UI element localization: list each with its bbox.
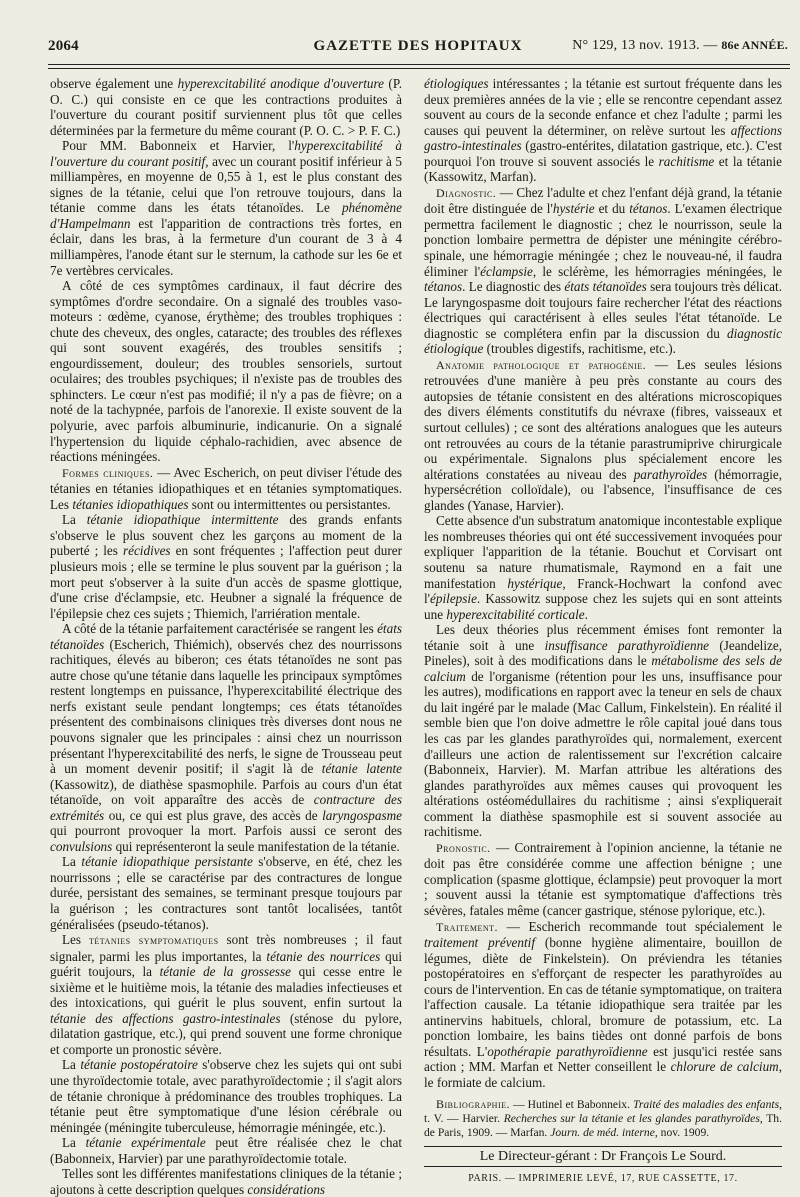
text-span: Les deux théories plus récemment émises font remonter la tétanie soit à une xyxy=(424,622,782,653)
text-span: , le sclérème, les hémorragies méningées, le xyxy=(532,263,782,279)
page-number: 2064 xyxy=(48,38,79,54)
paragraph xyxy=(50,1057,402,1135)
text-span: sera toujours très délicat. Le laryngospasme doit toujours faire rechercher l'état des réactions électriques qui caractérisent à elles seules l'état tétanoïde. Le diagnostic se complétera enfin par la discussion du xyxy=(424,279,782,341)
italic-term: états tétanoïdes xyxy=(564,279,647,295)
section-paragraph xyxy=(50,465,402,513)
italic-term: tétanies idiopathiques xyxy=(72,496,189,512)
italic-term: chlorure de calcium xyxy=(670,1059,779,1075)
text-span: La xyxy=(62,1135,86,1151)
italic-term: tétanos xyxy=(424,279,463,295)
text-span: , t. V. — Harvier. xyxy=(424,1097,783,1125)
text-span: qui cesse entre le sixième et le huitième mois, la tétanie des maladies infectieuses et des intoxications, qui guérit le plus souvent, enfin surtout la xyxy=(50,964,402,1011)
italic-term: convulsions xyxy=(50,838,113,854)
text-span: qui représenteront la seule manifestation de la tétanie. xyxy=(112,838,400,854)
text-span: s'observe, en été, chez les nourrissons ; elle se caractérise par des contractures de longue durée, persistant des semaines, se terminant presque toujours par la guérison ; les contractures sont tantôt localisées, tantôt généralisées (pseudo-tétanos). xyxy=(50,854,402,932)
text-span: et du xyxy=(594,201,630,217)
issue-info xyxy=(572,38,788,54)
text-span: (troubles digestifs, rachitisme, etc.). xyxy=(483,341,676,357)
text-span: (Kassowitz), de diathèse spasmophile. Parfois au cours d'un état tétanoïde, on voit apparaître des accès de xyxy=(50,776,402,808)
text-span: (Escherich, Thiémich), observés chez des nourrissons rachitiques, élevés au biberon; ces états tétanoïdes ne sont pas autre chose qu'une tétanie dans laquelle les principaux symptômes restent longtemps en puissance, l'hyperexcitabilité électrique des nerfs existant seule pendant longtemps; ces états tétanoïdes présentent des combinaisons cliniques très diverses dont nous ne pouvons signaler que les principales : ainsi chez un nourrisson présentant l'hyperexcitabilité des nerfs, le signe de Trousseau peut à un moment devenir positif; il s'agit là de xyxy=(50,636,402,777)
text-span: — Hutinel et Babonneix. xyxy=(510,1097,634,1111)
footer-rule xyxy=(424,1166,782,1167)
printer-imprint: PARIS. — IMPRIMERIE LEVÉ, 17, RUE CASSETTE, 17. xyxy=(468,1173,738,1185)
text-span: (sténose du pylore, dilatation gastrique, etc.), qui prend souvent une forme chronique et comporte un pronostic sévère. xyxy=(50,1010,402,1057)
italic-term: tétanos xyxy=(629,201,668,217)
paragraph xyxy=(50,854,402,932)
text-span: des grands enfants s'observe le plus souvent chez les garçons au moment de la puberté ; les xyxy=(50,512,402,559)
italic-term: étiologiques xyxy=(424,76,489,91)
text-span: sont très nombreuses ; il faut signaler, parmi les plus importantes, la xyxy=(50,932,403,964)
text-span: Les xyxy=(62,932,90,948)
text-span: est jusqu'ici restée sans action ; MM. Marfan et Netter conseillent le xyxy=(424,1043,782,1075)
paragraph: A côté de ces symptômes cardinaux, il faut décrire des symptômes d'ordre secondaire. On a signalé des troubles vaso-moteurs : œdème, cyanose, érythème; des troubles trophiques : chute des cheveux, des ongles, cataracte; des troubles des réflexes qui sont souvent exagérés, des troubles sensitifs ; engourdissement, douleur; des troubles sensoriels, surtout oculaires; des troubles psychiques; il n'existe pas de troubles des sphincters. Le cœur n'est pas modifié; il n'y a pas de fièvre; on a noté de la tachypnée, parfois de l'anorexie. Il existe souvent de la polyurie, avec parfois albuminurie, indicanurie. On a signalé l'hypertension du liquide céphalo-rachidien, avec absence de réactions méningées. xyxy=(50,278,402,465)
text-span: — Contrairement à l'opinion ancienne, la tétanie ne doit pas être considérée comme une affection bénigne ; une complication (spasme glottique, éclampsie) peut provoquer la mort ; souvent aussi la tétanie est symptomatique d'affections très sévères, fatales même (cancer gastrique, sténose pylorique, etc.). xyxy=(424,839,782,918)
paragraph xyxy=(50,1166,402,1197)
left-column xyxy=(50,76,402,1197)
section-heading: Traitement. xyxy=(436,919,499,934)
text-span: (bonne hygiène alimentaire, bouillon de légumes, diète de Finkelstein). On préviendra les tétanies postopératoires en s'efforçant de respecter les parathyroïdes au cours de l'intervention. En cas de tétanie symptomatique, on traitera l'affection causale. La tétanie idiopathique sera traitée par les antinervins habituels, chloral, bromure de potassium, etc. La ponction lombaire, les bains tièdes ont donné parfois de bons résultats. L' xyxy=(424,935,782,1059)
text-span: , Franck-Hochwart la confond avec l' xyxy=(424,575,782,607)
text-span: La xyxy=(62,854,82,870)
footer-rule xyxy=(424,1146,782,1147)
text-span: est l'apparition de contractions très fortes, en éclair, dans les bras, à la fermeture d'un courant de 3 à 4 milliampères, l'anode étant sur le sternum, la cathode sur les 6e et 7e vertèbres cervicales. xyxy=(50,215,402,278)
section-heading: Diagnostic. xyxy=(436,185,497,200)
italic-term: insuffisance parathyroïdienne xyxy=(544,637,710,653)
paragraph xyxy=(424,76,782,185)
italic-term: rachitisme xyxy=(658,153,715,169)
italic-term: traitement préventif xyxy=(424,935,535,951)
italic-term: affections gastro-intestinales xyxy=(424,122,782,154)
italic-term: Traité des maladies des enfants xyxy=(633,1097,780,1111)
text-span: . Le diagnostic des xyxy=(462,279,565,295)
paragraph xyxy=(424,513,782,622)
section-heading: Pronostic. xyxy=(436,840,491,855)
italic-term: récidives xyxy=(122,543,171,559)
small-caps-term: tétanies symptomatiques xyxy=(89,933,219,948)
text-span: — Escherich recommande tout spécialement le xyxy=(498,918,782,934)
text-span: intéressantes ; la tétanie est surtout fréquente dans les deux premières années de la vie ; elle se rencontre cependant assez souvent au cours de la seconde enfance et chez l'adulte ; parmi les causes qui peuvent la déterminer, on relève surtout les xyxy=(424,76,782,138)
italic-term: phénomène d'Hampelmann xyxy=(50,200,402,231)
header-rule xyxy=(48,64,790,65)
italic-term: éclampsie xyxy=(480,263,533,279)
paragraph xyxy=(50,138,402,278)
italic-term: tétanie expérimentale xyxy=(85,1135,206,1151)
italic-term: états tétanoïdes xyxy=(50,621,402,652)
italic-term: hyperexcitabilité à l'ouverture du courant positif xyxy=(50,138,402,169)
italic-term: tétanie postopératoire xyxy=(80,1057,198,1073)
text-span: (Jeandelize, Pineles), soit à des modifications dans le xyxy=(424,637,783,669)
text-span: — Chez l'adulte et chez l'enfant déjà grand, la tétanie doit être distinguée de l' xyxy=(424,184,782,217)
section-heading: Formes cliniques. xyxy=(62,465,154,480)
text-span: A côté de la tétanie parfaitement caractérisée se rangent les xyxy=(62,621,378,637)
italic-term: diagnostic étiologique xyxy=(424,325,782,357)
text-span: (gastro-entérites, dilatation gastrique, etc.). C'est pourquoi l'on trouve si souvent associés le xyxy=(424,138,782,169)
section-paragraph xyxy=(424,919,782,1091)
italic-term: épilepsie xyxy=(430,591,477,607)
italic-term: tétanie des affections gastro-intestinales xyxy=(50,1010,281,1026)
italic-term: contracture des extrémités xyxy=(50,792,402,823)
bibliography xyxy=(424,1097,782,1140)
year-label: 86e ANNÉE. xyxy=(721,38,788,52)
text-span: observe également une xyxy=(50,76,178,91)
text-span: . Kassowitz suppose chez les sujets qui en sont atteints une xyxy=(424,591,782,622)
paragraph xyxy=(424,622,782,840)
italic-term: hyperexcitabilité corticale xyxy=(446,606,585,622)
italic-term: métabolisme des sels de calcium xyxy=(424,653,783,684)
italic-term: tétanie latente xyxy=(321,761,402,777)
italic-term: tétanie des nourrices xyxy=(266,948,381,964)
paragraph xyxy=(50,76,402,138)
text-span: qui guérit toujours, la xyxy=(50,948,403,980)
text-span: en sont fréquentes ; l'affection peut durer plusieurs mois ; elle se termine le plus souvent par la guérison ; la mort peut s'observer à la suite d'un accès de spasme glottique, d'une crise d'éclampsie, etc. Heubner a signalé la fréquence de l'épilepsie chez ces sujets ; Thiemich, l'arriération mentale. xyxy=(50,543,403,621)
paragraph xyxy=(50,621,402,854)
page-header xyxy=(48,38,788,58)
text-span: , le formiate de calcium. xyxy=(424,1059,782,1090)
text-span: , avec un courant positif inférieur à 5 milliampères, en moyenne de 0,55 à 1, est le plus constant des signes de la tétanie, celui que l'on retrouve toujours, dans la tétanie comme dans les états tétanoïdes. Le xyxy=(50,153,402,216)
italic-term: hystérique xyxy=(507,575,563,591)
journal-title: GAZETTE DES HOPITAUX xyxy=(313,38,523,54)
text-span: de l'organisme (rétention pour les uns, insuffisance pour les autres), modifications en rapport avec la teneur en sels de chaux du lait ingéré par le malade (Mac Callum, Finkelstein). En réalité il semble bien que l'on doive admettre le rôle capital joué dans tous les cas par les glandes parathyroïdes qui, normalement, exercent d'ailleurs une action de ralentissement sur l'excrétion calcaire (Babonneix, Harvier). M. Marfan attribue les altérations des glandes parathyroïdes aux mêmes causes qui provoquent les altérations ostéomédullaires du rachitisme ; ainsi s'expliquerait comment la diathèse spasmophile est si souvent associée au rachitisme. xyxy=(424,668,782,840)
paragraph xyxy=(50,512,402,621)
text-span: Pour MM. Babonneix et Harvier, l' xyxy=(62,138,295,154)
text-span: . L'examen électrique permettra facilement le diagnostic ; chez le nourrisson, seule la ponction lombaire permettra de dépister une méningite cérébro-spinale, une hémorragie méningée ; chez le nouveau-né, il faudra éliminer l' xyxy=(424,201,782,279)
section-paragraph xyxy=(424,357,782,513)
italic-term: tétanie de la grossesse xyxy=(159,964,292,980)
text-span: qui pourront provoquer la mort. Parfois aussi ce seront des xyxy=(50,823,402,839)
text-span: — Les seules lésions retrouvées d'une manière à peu près constante au cours des autopsies de tétanie consistent en des altérations microscopiques des divers éléments constitutifs du névraxe (fibres, vaisseaux et surtout cellules) ; ce sont des altérations analogues que les auteurs ont retrouvées au cours de la tétanie parastrumiprive chirurgicale ou expérimentale. Signalons plus spécialement encore les altérations constatées au niveau des xyxy=(424,356,782,482)
text-span: — Avec Escherich, on peut diviser l'étude des tétanies en tétanies idiopathiques et en tétanies symptomatiques. Les xyxy=(50,464,402,512)
text-span: , Th. de Paris, 1909. — Marfan. xyxy=(424,1111,782,1139)
text-span: La xyxy=(62,1057,81,1073)
section-paragraph xyxy=(424,840,782,919)
text-span: et la tétanie (Kassowitz, Marfan). xyxy=(424,153,782,185)
issue-date: N° 129, 13 nov. 1913. — xyxy=(572,38,718,53)
text-span: La xyxy=(62,512,87,528)
text-span: (P. O. C.) qui consiste en ce que les contractions produites à l'ouverture du courant positif surviennent plus tôt que celles déterminées par la fermeture du même courant (P. O. C. > P. F. C.) xyxy=(50,76,402,138)
paragraph xyxy=(50,932,402,1057)
paragraph xyxy=(50,1135,402,1166)
section-heading: Anatomie pathologique et pathogénie. xyxy=(436,357,647,372)
italic-term: parathyroïdes xyxy=(633,466,708,482)
italic-term: tétanie idiopathique persistante xyxy=(81,854,253,870)
text-span: ou, ce qui est plus grave, des accès de xyxy=(104,807,323,823)
italic-term: considérations xyxy=(247,1181,326,1197)
italic-term: hyperexcitabilité anodique d'ouverture xyxy=(177,76,384,91)
italic-term: hystérie xyxy=(552,201,595,217)
text-span: Telles sont les différentes manifestations cliniques de la tétanie ; ajoutons à cette description quelques xyxy=(50,1166,402,1197)
text-span: . xyxy=(584,606,588,622)
text-span: , nov. 1909. xyxy=(654,1125,710,1139)
text-span: s'observe chez les sujets qui ont subi une thyroïdectomie totale, avec parathyroïdectomie ; il s'agit alors de tétanie chronique à prédominance des troubles trophiques. La tétanie peut être symptomatique d'une lésion cérébrale ou méningée (méningite tuberculeuse, hémorragie méningée, etc.). xyxy=(50,1057,402,1135)
italic-term: laryngospasme xyxy=(322,807,402,823)
section-heading: Bibliographie. xyxy=(436,1096,510,1111)
right-column xyxy=(424,76,782,1187)
text-span: (hémorragie, hypersécrétion colloïdale), ou l'absence, l'insuffisance de ces glandes (Yanase, Harvier). xyxy=(424,466,783,513)
text-span: sont ou intermittentes ou persistantes. xyxy=(188,496,391,512)
text-span: peut être réalisée chez le chat (Babonneix, Harvier) par une parathyroïdectomie totale. xyxy=(50,1135,402,1166)
italic-term: Journ. de méd. interne xyxy=(550,1125,655,1139)
header-rule-thin xyxy=(48,68,790,69)
italic-term: Recherches sur la tétanie et les glandes parathyroïdes xyxy=(503,1111,760,1125)
text-span: Cette absence d'un substratum anatomique incontestable explique les nombreuses théories qui ont été successivement invoquées pour expliquer l'apparition de la tétanie. Bouchut et Corvisart ont soutenu sa nature rhumatismale, Raymond en a fait une manifestation xyxy=(424,513,782,591)
italic-term: opothérapie parathyroïdienne xyxy=(487,1043,648,1059)
italic-term: tétanie idiopathique intermittente xyxy=(86,512,279,528)
section-paragraph xyxy=(424,185,782,357)
director-signature: Le Directeur-gérant : Dr François Le Sourd. xyxy=(479,1148,727,1164)
